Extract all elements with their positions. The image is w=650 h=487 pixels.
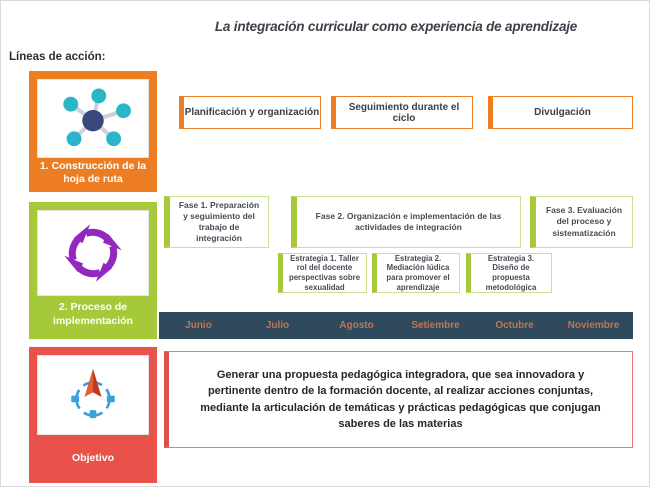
timeline-bar [159,312,633,339]
action-box-planificacion [179,96,321,129]
phase-label: Fase 3. Evaluación del proceso y sistematización [545,205,623,238]
sidebar-item-label: Objetivo [71,451,114,464]
objective-text: Generar una propuesta pedagógica integradora, que sea innovadora y pertinente dentro de la formación docente, al realizar acciones conjuntas, mediante la articulación de temáticas y prácticas pedagógicas que conjugan saberes de las materias [200,368,601,430]
icon-panel [37,79,149,158]
timeline-month: Noviembre [567,320,620,331]
page-title: La integración curricular como experiencia de aprendizaje [214,19,578,34]
phase-box-1 [164,196,269,248]
timeline-month: Junio [185,320,212,331]
cycle-arrows-icon [56,218,130,288]
strategy-box-2 [372,253,460,293]
action-box-divulgacion [488,96,633,129]
action-box-label: Divulgación [534,107,591,118]
timeline-month: Setiembre [411,320,460,331]
sidebar-item-label: 2. Proceso de implementación [53,301,133,327]
sidebar-item-objetivo [29,347,157,483]
phase-box-3 [530,196,633,248]
icon-panel [37,210,149,296]
strategy-label: Estrategia 1. Taller rol del docente perspectivas sobre sexualidad [288,253,361,292]
sidebar-item-proceso-implementacion [29,202,157,339]
compass-icon [60,362,126,428]
phase-label: Fase 1. Preparación y seguimiento del trabajo de integración [178,199,260,244]
objective-box [164,351,633,448]
network-icon [47,86,139,152]
strategy-box-1 [278,253,367,293]
sidebar-item-construccion-hoja-de-ruta [29,71,157,192]
lines-of-action-label: Líneas de acción: [9,51,106,63]
strategy-box-3 [466,253,552,293]
timeline-month: Agosto [339,320,374,331]
timeline-month: Octubre [495,320,534,331]
timeline-month: Julio [265,320,290,331]
phase-label: Fase 2. Organización e implementación de las actividades de integración [315,210,502,232]
sidebar-item-label: 1. Construcción de la hoja de ruta [39,160,147,186]
strategy-label: Estrategia 2. Mediación lúdica para promover el aprendizaje [386,253,450,292]
action-box-label: Seguimiento durante el ciclo [348,101,460,124]
action-box-label: Planificación y organización [184,107,320,118]
icon-panel [37,355,149,435]
action-box-seguimiento [331,96,473,129]
phase-box-2 [291,196,521,248]
strategy-label: Estrategia 3. Diseño de propuesta metodológica [485,253,537,292]
